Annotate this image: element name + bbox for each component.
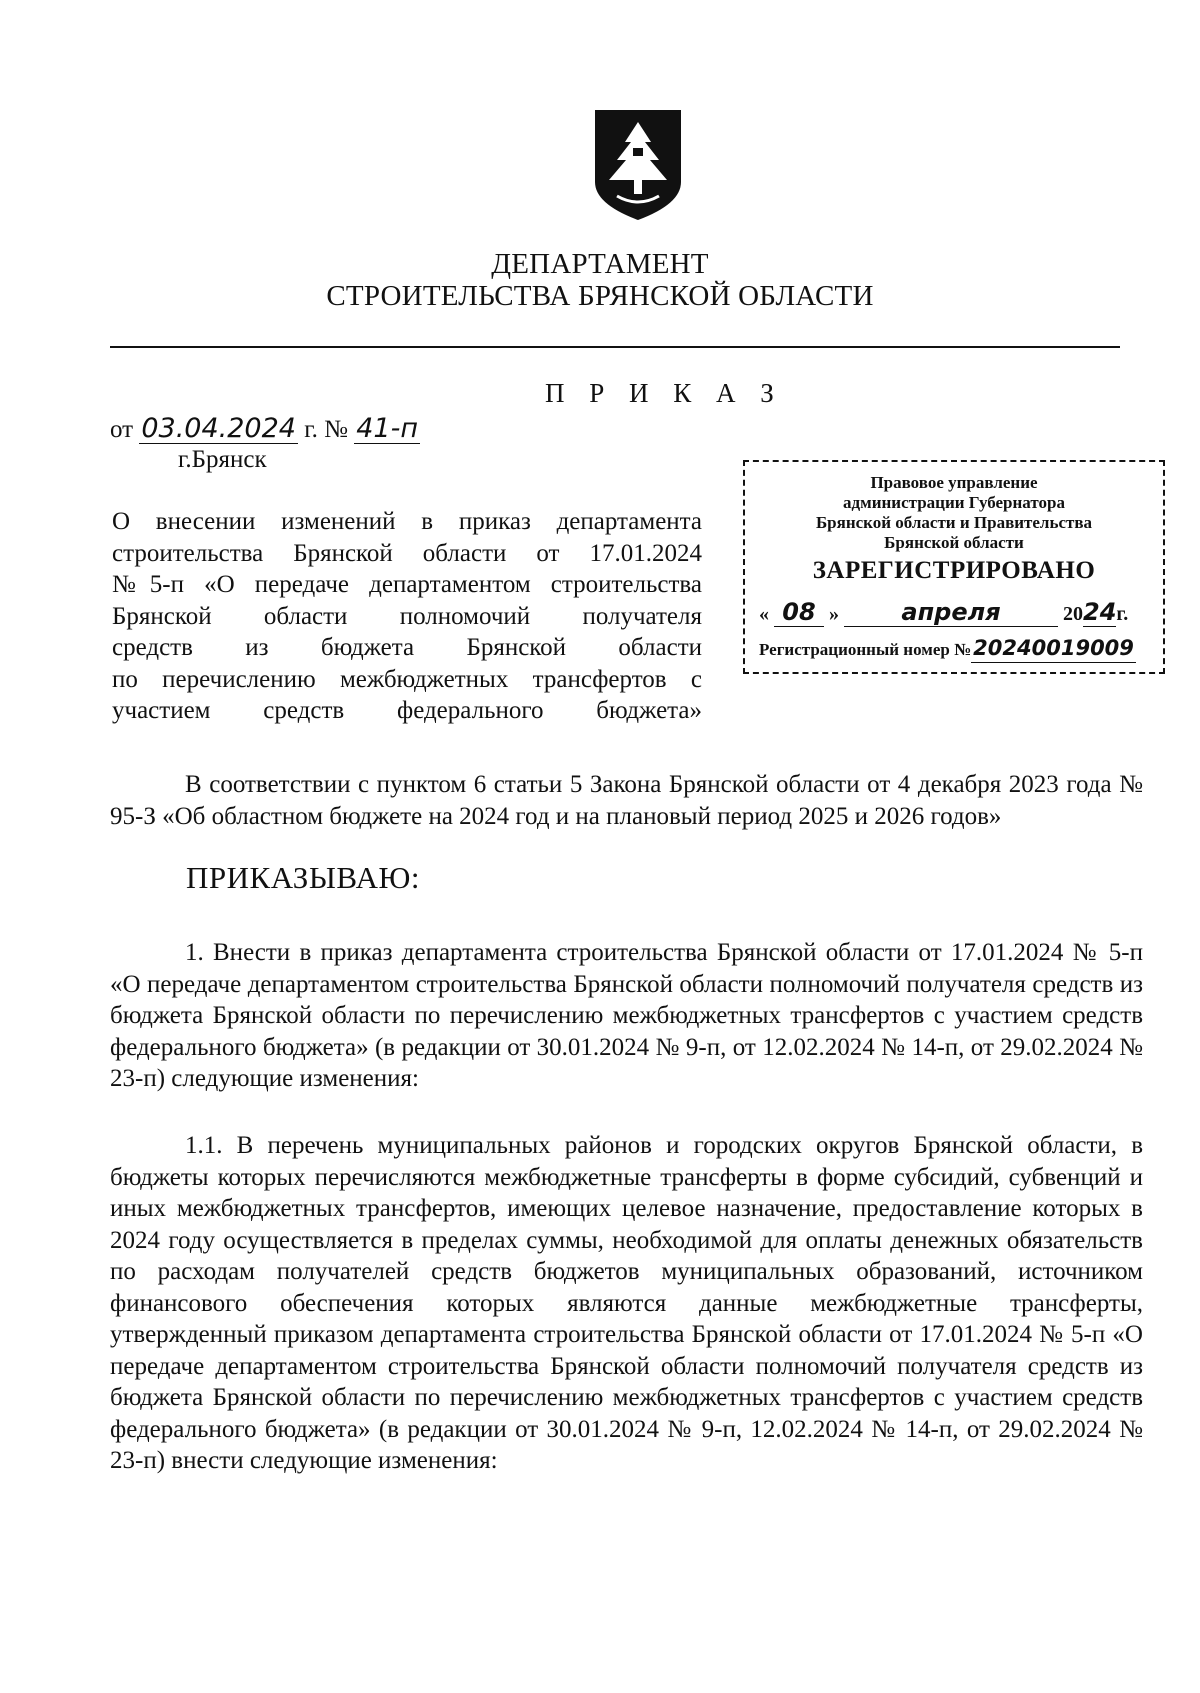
department-name-line1: ДЕПАРТАМЕНТ: [491, 248, 709, 280]
from-label: от: [110, 416, 134, 443]
subject-line: строительства Брянской области от 17.01.2024: [112, 539, 702, 567]
order-word: ПРИКАЗЫВАЮ:: [186, 860, 420, 895]
registration-stamp: [743, 460, 1165, 674]
stamp-registration-number: [759, 634, 1155, 663]
stamp-year: 24: [1083, 598, 1117, 626]
subject-line: О внесении изменений в приказ департамента: [112, 508, 702, 535]
stamp-line: Брянской области и Правительства: [815, 513, 1093, 532]
subject-line: №5-п «О передаче департаментом строительства: [112, 571, 702, 598]
stamp-date: [759, 598, 1155, 627]
reg-label: Регистрационный номер №: [759, 640, 972, 659]
year-suffix: г.: [1116, 603, 1129, 625]
stamp-line: администрации Губернатора: [843, 493, 1065, 512]
order-number: 41-п: [356, 413, 419, 444]
year-prefix: 20: [1063, 603, 1083, 625]
department-name-line2: СТРОИТЕЛЬСТВА БРЯНСКОЙ ОБЛАСТИ: [326, 280, 874, 312]
item-1-1-paragraph: 1.1. В перечень муниципальных районов и городских округов Брянской области, в бюджеты которых перечисляются межбюджетные трансферты в форме субсидий, субвенций и иных межбюджетных трансфертов, имеющих целевое назначение, предоставление которых в 2024 году осуществляется в пределах суммы, необходимой для оплаты денежных обязательств по расходам получателей средств бюджетов муниципальных образований, источником финансового обеспечения которых являются данные межбюджетные трансферты, утвержденный приказом департамента строительства Брянской области от 17.01.2024 № 5-п «О передаче департаментом строительства Брянской области полномочий получателя средств из бюджета Брянской области по перечислению межбюджетных трансфертов с участием средств федерального бюджета» (в редакции от 30.01.2024 № 9-п, 12.02.2024 № 14-п, от 29.02.2024 № 23-п) внести следующие изменения:: [110, 1132, 1143, 1474]
header-divider: [110, 346, 1120, 348]
bryansk-coat-of-arms-icon: [587, 104, 689, 225]
stamp-line: Правовое управление: [870, 473, 1038, 492]
quote-close: »: [829, 603, 839, 625]
document-title: П Р И К А З: [545, 378, 783, 408]
year-number-label: г. №: [304, 416, 348, 443]
subject-line: участием средств федерального бюджета»: [112, 697, 702, 724]
quote-open: «: [759, 603, 769, 625]
stamp-month: апреля: [844, 598, 1058, 627]
city: г.Брянск: [178, 446, 267, 473]
item-1-paragraph: 1. Внести в приказ департамента строительства Брянской области от 17.01.2024 № 5-п «О передаче департаментом строительства Брянской области полномочий получателя средств из бюджета Брянской области по перечислению межбюджетных трансфертов с участием средств федерального бюджета» (в редакции от 30.01.2024 № 9-п, от 12.02.2024 № 14-п, от 29.02.2024 № 23-п) следующие изменения:: [110, 939, 1143, 1092]
subject-line: средств из бюджета Брянской области: [112, 634, 702, 661]
order-date: 03.04.2024: [141, 413, 296, 444]
order-date-number-line: [110, 415, 420, 444]
stamp-line: Брянской области: [884, 533, 1024, 552]
stamp-status: ЗАРЕГИСТРИРОВАНО: [812, 557, 1096, 584]
order-subject: [112, 506, 702, 727]
subject-line: Брянской области полномочий получателя: [112, 602, 702, 630]
reg-number: 20240019009: [971, 634, 1136, 663]
stamp-day: 08: [774, 598, 824, 627]
preamble-paragraph: В соответствии с пунктом 6 статьи 5 Закона Брянской области от 4 декабря 2023 года № 95-З «Об областном бюджете на 2024 год и на плановый период 2025 и 2026 годов»: [110, 771, 1143, 830]
subject-line: по перечислению межбюджетных трансфертов с: [112, 665, 702, 693]
